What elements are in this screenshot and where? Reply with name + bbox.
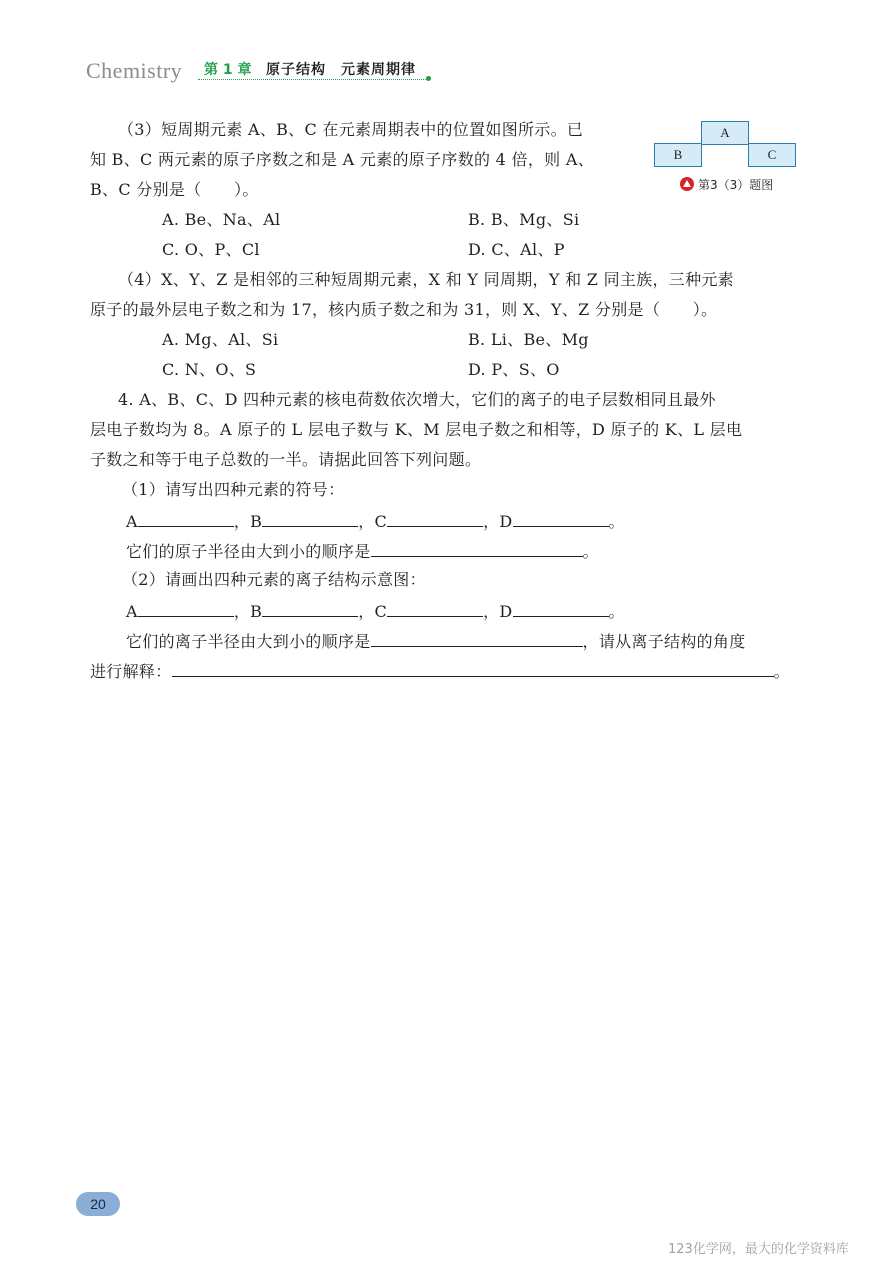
chapter-number: 第 1 章	[204, 62, 252, 78]
q3-4-option-b: B. Li、Be、Mg	[468, 330, 589, 349]
line-end-period: 。	[608, 512, 625, 531]
figure-cell-a: A	[701, 121, 749, 145]
explanation-blank[interactable]	[172, 660, 774, 677]
chapter-title: 原子结构 元素周期律	[266, 62, 416, 78]
answer-blank-c[interactable]	[387, 510, 483, 527]
q4-sub-2: （2）请画出四种元素的离子结构示意图：	[122, 570, 426, 589]
q3-4-option-c: C. N、O、S	[162, 360, 257, 379]
label-b: ，B	[233, 602, 263, 621]
label-c: ，C	[358, 512, 388, 531]
ionic-radius-prompt: 它们的离子半径由大到小的顺序是	[126, 632, 371, 651]
label-d: ，D	[483, 602, 513, 621]
running-head-word: Chemistry	[86, 58, 183, 83]
ion-blank-d[interactable]	[513, 600, 609, 617]
q3-3-option-a: A. Be、Na、Al	[162, 210, 281, 229]
atomic-radius-prompt: 它们的原子半径由大到小的顺序是	[126, 542, 371, 561]
q3-4-line-2: 原子的最外层电子数之和为 17，核内质子数之和为 31，则 X、Y、Z 分别是（ ）。	[90, 300, 718, 319]
q3-4-option-d: D. P、S、O	[468, 360, 560, 379]
q4-line-2: 层电子数均为 8。A 原子的 L 层电子数与 K、M 层电子数之和相等，D 原子的 K、L 层电	[90, 420, 743, 439]
q4-atomic-radius-line	[126, 540, 599, 562]
label-c: ，C	[358, 602, 388, 621]
q4-sub-1: （1）请写出四种元素的符号：	[122, 480, 345, 499]
header-dotted-rule	[198, 79, 428, 80]
explain-prompt-tail: ，请从离子结构的角度	[582, 632, 746, 651]
answer-blank-d[interactable]	[513, 510, 609, 527]
line-end-period: 。	[608, 602, 625, 621]
explain-prompt: 进行解释：	[90, 662, 172, 681]
label-a: A	[126, 602, 138, 621]
q3-3-line-2: 知 B、C 两元素的原子序数之和是 A 元素的原子序数的 4 倍，则 A、	[90, 150, 594, 169]
q3-3-option-c: C. O、P、Cl	[162, 240, 260, 259]
ion-blank-b[interactable]	[262, 600, 358, 617]
answer-blank-b[interactable]	[262, 510, 358, 527]
label-d: ，D	[483, 512, 513, 531]
page-number: 20	[76, 1192, 120, 1216]
q4-explanation-line	[90, 660, 790, 682]
figure-marker-icon	[680, 177, 694, 191]
answer-blank-a[interactable]	[138, 510, 234, 527]
q3-4-line-1: （4）X、Y、Z 是相邻的三种短周期元素，X 和 Y 同周期，Y 和 Z 同主族，三种元素	[118, 270, 734, 289]
figure-caption	[680, 176, 773, 193]
line-end-period: 。	[582, 542, 599, 561]
ion-blank-a[interactable]	[138, 600, 234, 617]
q4-ionic-radius-line	[126, 630, 746, 652]
q3-3-line-1: （3）短周期元素 A、B、C 在元素周期表中的位置如图所示。已	[118, 120, 584, 139]
label-a: A	[126, 512, 138, 531]
q3-3-line-3: B、C 分别是（ ）。	[90, 180, 259, 199]
q3-3-option-d: D. C、Al、P	[468, 240, 565, 259]
q3-3-option-b: B. B、Mg、Si	[468, 210, 580, 229]
watermark: 123化学网，最大的化学资料库	[668, 1242, 849, 1257]
ionic-radius-blank[interactable]	[371, 630, 583, 647]
label-b: ，B	[233, 512, 263, 531]
q4-line-3: 子数之和等于电子总数的一半。请据此回答下列问题。	[90, 450, 482, 469]
atomic-radius-blank[interactable]	[371, 540, 583, 557]
line-end-period: 。	[773, 662, 790, 681]
q4-symbols-answer-line	[126, 510, 625, 532]
figure-cell-c: C	[748, 143, 796, 167]
q3-4-option-a: A. Mg、Al、Si	[162, 330, 279, 349]
figure-caption-text: 第3（3）题图	[698, 178, 774, 192]
ion-blank-c[interactable]	[387, 600, 483, 617]
q4-ion-structure-answer-line	[126, 600, 625, 622]
q4-line-1: 4. A、B、C、D 四种元素的核电荷数依次增大，它们的离子的电子层数相同且最外	[118, 390, 716, 409]
figure-cell-b: B	[654, 143, 702, 167]
header-rule-end-dot	[426, 76, 431, 81]
